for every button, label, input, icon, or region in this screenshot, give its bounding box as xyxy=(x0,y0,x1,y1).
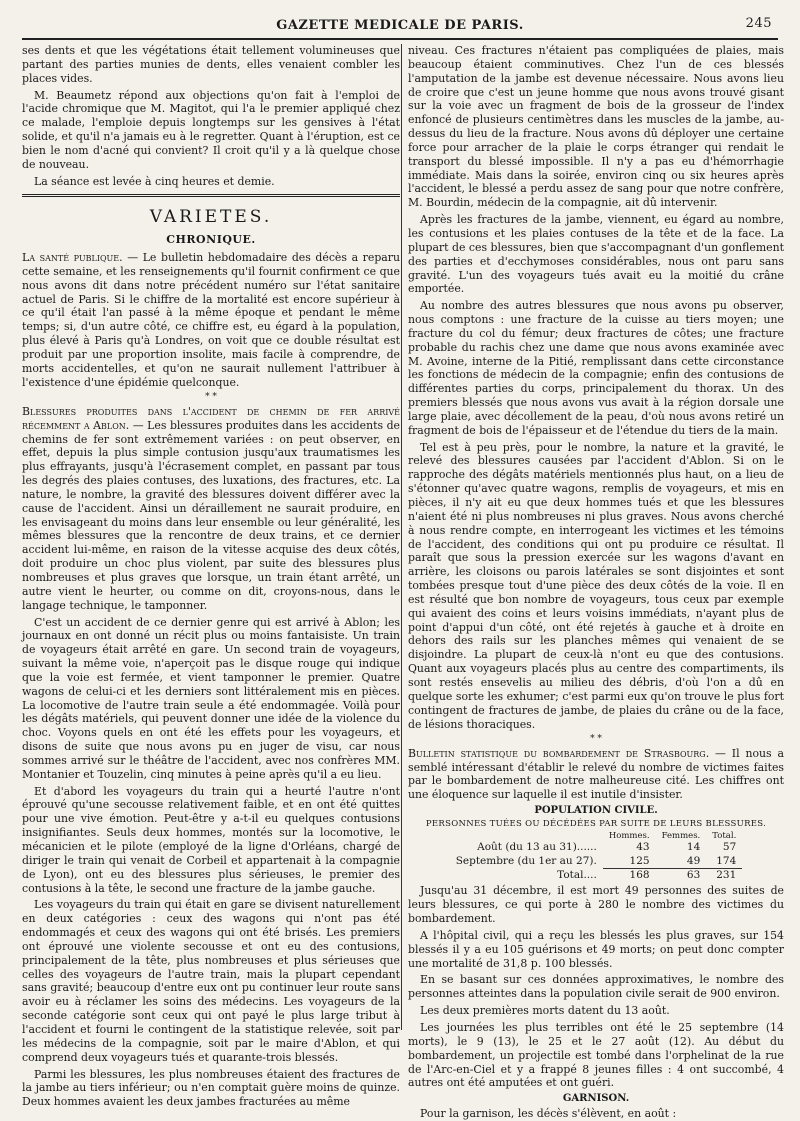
row-label: Total.... xyxy=(557,868,597,881)
section-heading-block xyxy=(22,194,400,247)
page-number: 245 xyxy=(745,16,772,31)
table-header-row xyxy=(450,831,743,842)
cell-hommes: 43 xyxy=(636,841,650,854)
article-text: — Le bulletin hebdomadaire des décès a reparu cette semaine, et les renseignements qu'il fournit confirment ce que nous avons dit dans notre précédent numéro sur l'état sanitaire actuel de Paris. Si le chiffre de la mortalité est encore supérieur à ce qu'il était l'an passé à la même époque et pendant le même temps; si, d'un autre côté, ce chiffre est, eu égard à la population, plus élevé à Paris qu'à Londres, on voit que ce double résultat est produit par une proportion insolite, mais facile à comprendre, de morts accidentelles, et qu'on ne saurait nullement l'attribuer à l'existence d'une épidémie quelconque. xyxy=(22,250,400,389)
cell-femmes: 63 xyxy=(656,869,707,883)
cell-total: 174 xyxy=(716,854,737,867)
cell-total: 231 xyxy=(706,869,742,883)
section-title: VARIETES. xyxy=(149,207,273,228)
column-header: Hommes. xyxy=(608,830,650,841)
article-blessures xyxy=(22,405,400,613)
paragraph: Et d'abord les voyageurs du train qui a heurté l'autre n'ont éprouvé qu'une secousse relativement faible, et en ont été quittes pour une vive émotion. Peut-être y a-t-il eu quelques contusions insignifiantes. Seuls deux hommes, montés sur la locomotive, le mécanicien et le pilote (employé de la ligne d'Orléans, chargé de diriger le train qui venait de Corbeil et appartenait à la compagnie de Lyon), ont eu des blessures plus sérieuses, le premier des contusions à la tête, le second une fracture de la jambe gauche. xyxy=(22,784,400,895)
column-divider xyxy=(401,44,402,1030)
article-text: — Les blessures produites dans les accidents de chemins de fer sont extrêmement variées : on peut observer, en effet, depuis la plus simple contusion jusqu'aux traumatismes les plus effrayants, jusqu'à l'écrasement complet, en passant par tous les degrés des plaies contuses, des luxations, des fractures, etc. La nature, le nombre, la gravité des blessures doivent différer avec la cause de l'accident. Ainsi un déraillement ne saurait produire, en les envisageant du moins dans leur ensemble ou leur généralité, les mêmes blessures que la rencontre de deux trains, et ce dernier accident lui-même, en raison de la vitesse acquise des deux côtés, doit produire un choc plus violent, par suite des blessures plus nombreuses et plus graves que lorsque, un train étant arrêté, un autre vient le heurter, ou comme on dit, croyons-nous, dans le langage technique, le tamponner. xyxy=(22,418,401,612)
right-column xyxy=(408,44,784,1120)
paragraph: En se basant sur ces données approximatives, le nombre des personnes atteintes dans la population civile serait de 900 environ. xyxy=(408,973,784,1001)
paragraph: Les deux premières morts datent du 13 août. xyxy=(420,1004,670,1018)
paragraph: C'est un accident de ce dernier genre qui est arrivé à Ablon; les journaux en ont donné un récit plus ou moins fantaisiste. Un train de voyageurs était arrêté en gare. Un second train de voyageurs, suivant la même voie, n'aperçoit pas le disque rouge qui indique que la voie est fermée, et vient tamponner le premier. Quatre wagons de celui-ci et les derniers sont littéralement mis en pièces. La locomotive de l'autre train seule a été endommagée. Voilà pour les dégâts matériels, qui peuvent donner une idée de la violence du choc. Voyons quels en ont été les effets pour les voyageurs, et disons de suite que nous avons pu en juger de visu, car nous sommes arrivé sur le théâtre de l'accident, avec nos confrères MM. Montanier et Touzelin, cinq minutes à peine après qu'il a eu lieu. xyxy=(22,615,400,781)
paragraph: M. Beaumetz répond aux objections qu'on fait à l'emploi de l'acide chromique que M. Magitot, qui l'a le premier appliqué chez ce malade, l'emploie depuis longtemps sur les gensives à l'état solide, et qu'il n'a jamais eu à le regretter. Quant à l'éruption, est ce bien le nom d'acné qui convient? Il croit qu'il y a là quelque chose de nouveau. xyxy=(22,88,400,171)
article-text: — Il nous a semblé intéressant d'établir le relevé du nombre de victimes faites par le bombardement de notre malheureuse cité. Les chiffres ont une éloquence sur laquelle il est inutile d'insister. xyxy=(408,746,784,802)
table-total-row xyxy=(450,869,743,883)
garnison-heading: GARNISON. xyxy=(562,1093,630,1105)
left-column xyxy=(22,44,401,1109)
victims-table xyxy=(450,831,743,883)
separator-stars: * * xyxy=(590,734,602,745)
row-label: Septembre (du 1er au 27). xyxy=(455,854,597,867)
column-header: Total. xyxy=(712,830,737,841)
article-sante xyxy=(22,251,400,389)
article-lead: Bulletin statistique du bombardement de Strasbourg. xyxy=(408,746,710,760)
paragraph: niveau. Ces fractures n'étaient pas compliquées de plaies, mais beaucoup étaient comminutives. Chez l'un de ces blessés l'amputation de la jambe est devenue nécessaire. Nous avons lieu de croire que c'est un jeune homme que nous avons trouvé gisant sur la voie avec un fragment de bois de la grosseur de l'index enfoncé de plusieurs centimètres dans les muscles de la jambe, au-dessus du lieu de la fracture. Nous avons dû déployer une certaine force pour arracher de la plaie le corps étranger qui rendait le transport du blessé impossible. Il n'y a pas eu d'hémorrhagie immédiate. Mais dans la soirée, environ cinq ou six heures après l'accident, le blessé a perdu assez de sang pour que notre confrère, M. Bourdin, médecin de la compagnie, ait dû intervenir. xyxy=(408,44,784,210)
paragraph: Parmi les blessures, les plus nombreuses étaient des fractures de la jambe au tiers inférieur; ou n'en comptait guère moins de quinze. Deux hommes avaient les deux jambes fracturées au même xyxy=(22,1067,400,1109)
section-subtitle: CHRONIQUE. xyxy=(166,233,256,247)
row-label: Août (du 13 au 31)...... xyxy=(477,841,597,854)
article-lead: Blessures produites dans l'accident de chemin de fer arrivé récemment a Ablon. xyxy=(22,404,400,432)
paragraph: Jusqu'au 31 décembre, il est mort 49 personnes des suites de leurs blessures, ce qui porte à 280 le nombre des victimes du bombardement. xyxy=(408,884,784,926)
page-header xyxy=(22,12,778,38)
cell-hommes: 125 xyxy=(629,854,650,867)
paragraph: Les voyageurs du train qui était en gare se divisent naturellement en deux catégories : ceux des wagons qui n'ont pas été endommagés et ceux des wagons qui ont été brisés. Les premiers ont éprouvé une violente secousse et ont eu des contusions, principalement de la tête, plus nombreuses et plus sérieuses que celles des voyageurs de l'autre train, mais la plupart cependant sans gravité; beaucoup d'entre eux ont pu continuer leur route sans avoir eu à réclamer les soins des médecins. Les voyageurs de la seconde catégorie sont ceux qui ont payé le plus large tribut à l'accident et fourni le contingent de la statistique relevée, soit par les médecins de la compagnie, soit par le maire d'Ablon, et qui comprend deux voyageurs tués et quarante-trois blessés. xyxy=(22,898,400,1064)
table-title: POPULATION CIVILE. xyxy=(534,805,658,817)
paragraph: A l'hôpital civil, qui a reçu les blessés les plus graves, sur 154 blessés il y a eu 105 guérisons et 49 morts; on peut donc compter une mortalité de 31,8 p. 100 blessés. xyxy=(408,928,784,970)
paragraph: ses dents et que les végétations était tellement volumineuses que partant des parties munies de dents, elles venaient combler les places vides. xyxy=(22,44,400,85)
table-row xyxy=(450,855,743,869)
article-lead: La santé publique. xyxy=(22,250,123,264)
paragraph: Tel est à peu près, pour le nombre, la nature et la gravité, le relevé des blessures causées par l'accident d'Ablon. Si on le rapproche des dégâts matériels mentionnés plus haut, on a lieu de s'étonner qu'avec quatre wagons, remplis de voyageurs, et mis en pièces, il n'y ait eu que deux hommes tués et que les blessures n'aient été ni plus nombreuses ni plus graves. Nous avons cherché à nous rendre compte, en interrogeant les victimes et les témoins de l'accident, des conditions qui ont pu produire ce résultat. Il paraît que sous la pression exercée sur les wagons d'avant en arrière, les cloisons ou parois latérales se sont disjointes et sont tombées presque tout d'une pièce des deux côtés de la voie. Il en est résulté que bon nombre de voyageurs, tous ceux par exemple qui avaient des coins et leurs voisins immédiats, n'ayant plus de point d'appui d'un côté, ont été rejetés à gauche et à droite en dehors des rails sur les planches mêmes qui venaient de se disjoindre. La plupart de ceux-là n'ont eu que des contusions. Quant aux voyageurs placés plus au centre des compartiments, ils sont restés ensevelis au milieu des débris, d'où l'on a dû en quelque sorte les exhumer; c'est parmi eux qu'on trouve le plus fort contingent de fractures de jambe, de plaies du crâne ou de la face, de lésions thoraciques. xyxy=(408,440,784,731)
journal-title: GAZETTE MEDICALE DE PARIS. xyxy=(276,17,524,33)
paragraph: Au nombre des autres blessures que nous avons pu observer, nous comptons : une fracture de la cuisse au tiers moyen; une fracture du col du fémur; deux fractures de côtes; une fracture probable du rachis chez une dame que nous avons examinée avec M. Avoine, interne de la Pitié, remplissant dans cette circonstance les fonctions de médecin de la compagnie; enfin des contusions de différentes parties du corps, principalement du thorax. Un des premiers blessés que nous avons vus avait à la région dorsale une large plaie, avec décollement de la peau, d'où nous avons retiré un fragment de bois de l'épaisseur et de l'étendue du tiers de la main. xyxy=(408,299,784,437)
paragraph: Pour la garnison, les décès s'élèvent, en août : xyxy=(420,1106,677,1120)
cell-femmes: 49 xyxy=(686,854,701,867)
column-header: Femmes. xyxy=(661,830,701,841)
cell-total: 57 xyxy=(722,841,737,854)
cell-hommes: 168 xyxy=(603,869,656,883)
paragraph: Après les fractures de la jambe, viennent, eu égard au nombre, les contusions et les plaies contuses de la tête et de la face. La plupart de ces blessures, bien que s'accompagnant d'un gonflement des parties et d'ecchymoses considérables, nous ont paru sans gravité. L'un des voyageurs tués avait eu la moitié du crâne emportée. xyxy=(408,213,784,296)
separator-stars: * * xyxy=(205,392,217,403)
paragraph: La séance est levée à cinq heures et demie. xyxy=(34,174,275,188)
paragraph: Les journées les plus terribles ont été le 25 septembre (14 morts), le 9 (13), le 25 et le 27 août (12). Au début du bombardement, un projectile est tombé dans l'orphelinat de la rue de l'Arc-en-Ciel et y a frappé 8 jeunes filles : 4 ont succombé, 4 autres ont été amputées et ont guéri. xyxy=(408,1020,784,1090)
cell-femmes: 14 xyxy=(686,841,701,854)
article-bulletin xyxy=(408,747,784,802)
header-rule xyxy=(22,38,778,40)
table-row xyxy=(450,841,743,854)
table-subtitle: PERSONNES TUÉES OU DÉCÉDÉES PAR SUITE DE LEURS BLESSURES. xyxy=(425,818,767,829)
